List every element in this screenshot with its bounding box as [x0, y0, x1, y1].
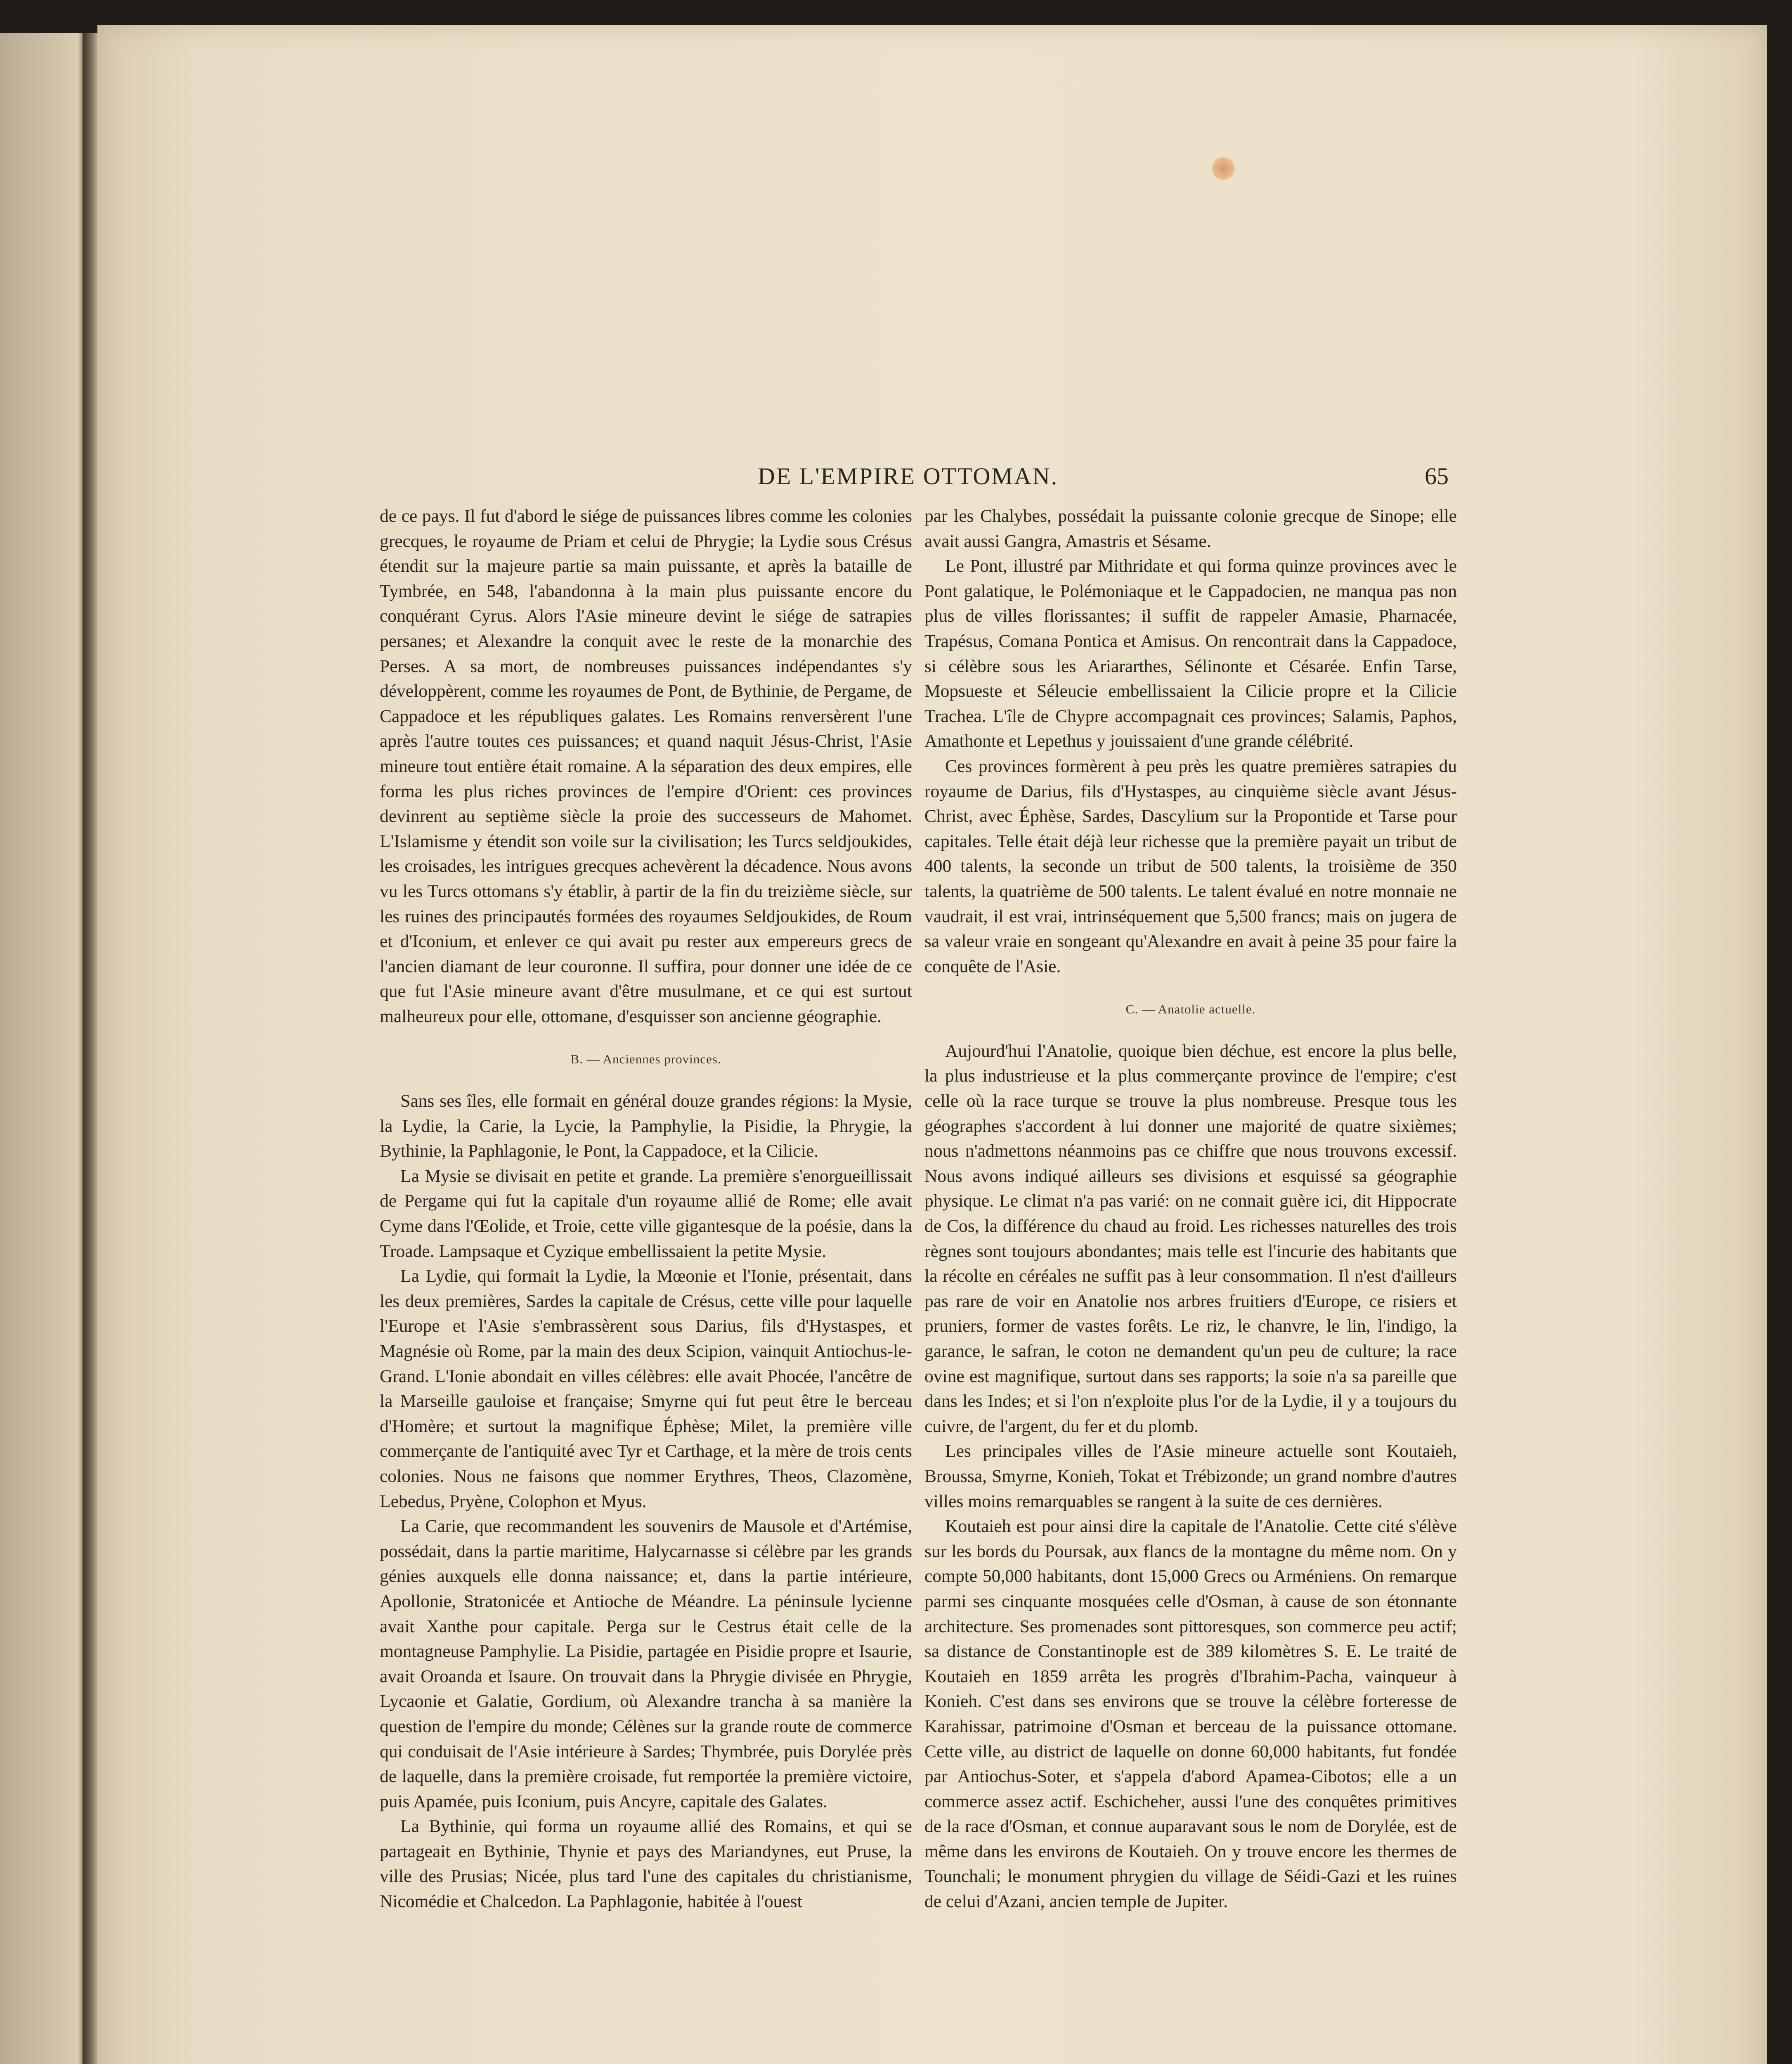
paragraph: par les Chalybes, possédait la puissante colonie grecque de Sinope; elle avait aussi Gangra, Amastris et Sésame. — [924, 506, 1457, 551]
section-heading-b: B. — Anciennes provinces. — [570, 1052, 721, 1067]
left-column — [380, 504, 912, 1914]
right-column — [924, 504, 1457, 1914]
paragraph: La Lydie, qui formait la Lydie, la Mœonie et l'Ionie, présentait, dans les deux premières, Sardes la capitale de Crésus, cette ville pour laquelle l'Europe et l'Asie s'embrassèrent sous Darius, fils d'Hystaspes, et Magnésie où Rome, par la main des deux Scipion, vainquit Antiochus-le-Grand. L'Ionie abondait en villes célèbres: elle avait Phocée, l'ancêtre de la Marseille gauloise et française; Smyrne qui fut peut être le berceau d'Homère; et surtout la magnifique Éphèse; Milet, la première ville commerçante de l'antiquité avec Tyr et Carthage, et la mère de trois cents colonies. Nous ne faisons que nommer Erythres, Theos, Clazomène, Lebedus, Pryène, Colophon et Myus. — [380, 1266, 912, 1511]
paragraph: Ces provinces formèrent à peu près les quatre premières satrapies du royaume de Darius, fils d'Hystaspes, au cinquième siècle avant Jésus-Christ, avec Éphèse, Sardes, Dascylium sur la Propontide et Tarse pour capitales. Telle était déjà leur richesse que la première payait un tribut de 400 talents, la seconde un tribut de 500 talents, la troisième de 350 talents, la quatrième de 500 talents. Le talent évalué en notre monnaie ne vaudrait, il est vrai, intrinséquement que 5,500 francs; mais on jugera de sa valeur vraie en songeant qu'Alexandre en avait à peine 35 pour faire la conquête de l'Asie. — [924, 756, 1457, 976]
paragraph: Les principales villes de l'Asie mineure actuelle sont Koutaieh, Broussa, Smyrne, Konieh, Tokat et Trébizonde; un grand nombre d'autres villes moins remarquables se rangent à la suite de ces dernières. — [924, 1441, 1457, 1511]
paragraph: Le Pont, illustré par Mithridate et qui forma quinze provinces avec le Pont galatique, le Polémoniaque et le Cappadocien, ne manqua pas non plus de villes florissantes; il suffit de rappeler Amasie, Pharnacée, Trapésus, Comana Pontica et Amisus. On rencontrait dans la Cappadoce, si célèbre sous les Ariararthes, Sélinonte et Césarée. Enfin Tarse, Mopsueste et Séleucie embellissaient la Cilicie propre et la Cilicie Trachea. L'île de Chypre accompagnait ces provinces; Salamis, Paphos, Amathonte et Lepethus y jouissaient d'une grande célébrité. — [924, 556, 1457, 751]
paragraph: La Mysie se divisait en petite et grande. La première s'enorgueillissait de Pergame qui fut la capitale d'un royaume allié de Rome; elle avait Cyme dans l'Œolide, et Troie, cette ville gigantesque de la poésie, dans la Troade. Lampsaque et Cyzique embellissaient la petite Mysie. — [380, 1166, 912, 1261]
paragraph: de ce pays. Il fut d'abord le siége de puissances libres comme les colonies grecques, le royaume de Priam et celui de Phrygie; la Lydie sous Crésus étendit sur la majeure partie sa main puissante, et après la bataille de Tymbrée, en 548, l'abandonna à la main plus puissante encore du conquérant Cyrus. Alors l'Asie mineure devint le siége de satrapies persanes; et Alexandre la conquit avec le reste de la monarchie des Perses. A sa mort, de nombreuses puissances indépendantes s'y développèrent, comme les royaumes de Pont, de Bythinie, de Pergame, de Cappadoce et les républiques galates. Les Romains renversèrent l'une après l'autre toutes ces puissances; et quand naquit Jésus-Christ, l'Asie mineure tout entière était romaine. A la séparation des deux empires, elle forma les plus riches provinces de l'empire d'Orient: ces provinces devinrent au septième siècle la proie des successeurs de Mahomet. L'Islamisme y étendit son voile sur la civilisation; les Turcs seldjoukides, les croisades, les intrigues grecques achevèrent la décadence. Nous avons vu les Turcs ottomans s'y établir, à partir de la fin du treizième siècle, sur les ruines des principautés formées des royaumes Seldjoukides, de Roum et d'Iconium, et enlever ce qui avait pu rester aux empereurs grecs de l'ancien diamant de leur couronne. Il suffira, pour donner une idée de ce que fut l'Asie mineure avant d'être musulmane, et ce qui est surtout malheureux pour elle, ottomane, d'esquisser son ancienne géographie. — [380, 506, 912, 1026]
left-page-edge — [0, 33, 87, 2064]
running-head: DE L'EMPIRE OTTOMAN. — [757, 463, 1059, 490]
paragraph: Aujourd'hui l'Anatolie, quoique bien déchue, est encore la plus belle, la plus industrieuse et la plus commerçante province de l'empire; c'est celle où la race turque se trouve la plus nombreuse. Presque tous les géographes s'accordent à lui donner une majorité de quatre sixièmes; nous n'admettons néanmoins pas ce chiffre que nous trouvons excessif. Nous avons indiqué ailleurs ses divisions et esquissé sa géographie physique. Le climat n'a pas varié: on ne connait guère ici, dit Hippocrate de Cos, la différence du chaud au froid. Les richesses naturelles des trois règnes sont toujours abondantes; mais telle est l'incurie des habitants que la récolte en céréales ne suffit pas à leur consommation. Il n'est d'ailleurs pas rare de voir en Anatolie nos arbres fruitiers d'Europe, ce risiers et pruniers, former de vastes forêts. Le riz, le chanvre, le lin, l'indigo, la garance, le safran, le coton ne demandent qu'un peu de culture; la race ovine est magnifique, surtout dans ses rapports; la soie n'a sa pareille que dans les Indes; et si l'on n'exploite plus l'or de la Lydie, il y a toujours du cuivre, de l'argent, du fer et du plomb. — [924, 1041, 1457, 1436]
book-spine — [83, 33, 99, 2064]
paper-stain — [1212, 157, 1235, 180]
paragraph: Koutaieh est pour ainsi dire la capitale de l'Anatolie. Cette cité s'élève sur les bords du Poursak, aux flancs de la montagne du même nom. On y compte 50,000 habitants, dont 15,000 Grecs ou Arméniens. On remarque parmi ses cinquante mosquées celle d'Osman, à cause de son étonnante architecture. Ses promenades sont pittoresques, son commerce peu actif; sa distance de Constantinople est de 389 kilomètres S. E. Le traité de Koutaieh en 1859 arrêta les progrès d'Ibrahim-Pacha, vainqueur à Konieh. C'est dans ses environs que se trouve la célèbre forteresse de Karahissar, patrimoine d'Osman et berceau de la puissance ottomane. Cette ville, au district de laquelle on donne 60,000 habitants, fut fondée par Antiochus-Soter, et s'appela d'abord Apamea-Cibotos; elle a un commerce assez actif. Eschicheher, aussi l'une des conquêtes primitives de la race d'Osman, et connue auparavant sous le nom de Dorylée, est de même dans les environs de Koutaieh. On y trouve encore les thermes de Tounchali; le monument phrygien du village de Séidi-Gazi et les ruines de celui d'Azani, ancien temple de Jupiter. — [924, 1516, 1457, 1912]
page-number: 65 — [1425, 463, 1449, 490]
section-heading-c: C. — Anatolie actuelle. — [1125, 1002, 1256, 1017]
paragraph: La Bythinie, qui forma un royaume allié des Romains, et qui se partageait en Bythinie, Thynie et pays des Mariandynes, eut Pruse, la ville des Prusias; Nicée, plus tard l'une des capitales du christianisme, Nicomédie et Chalcedon. La Paphlagonie, habitée à l'ouest — [380, 1816, 912, 1912]
paragraph: Sans ses îles, elle formait en général douze grandes régions: la Mysie, la Lydie, la Carie, la Lycie, la Pamphylie, la Pisidie, la Phrygie, la Bythinie, la Paphlagonie, le Pont, la Cappadoce, et la Cilicie. — [380, 1091, 912, 1161]
paragraph: La Carie, que recommandent les souvenirs de Mausole et d'Artémise, possédait, dans la partie maritime, Halycarnasse si célèbre par les grands génies auxquels elle donna naissance; et, dans la partie intérieure, Apollonie, Stratonicée et Antioche de Méandre. La péninsule lycienne avait Xanthe pour capitale. Perga sur le Cestrus était celle de la montagneuse Pamphylie. La Pisidie, partagée en Pisidie propre et Isaurie, avait Oroanda et Isaure. On trouvait dans la Phrygie divisée en Phrygie, Lycaonie et Galatie, Gordium, où Alexandre trancha à sa manière la question de l'empire du monde; Célènes sur la grande route de commerce qui conduisait de l'Asie intérieure à Sardes; Thymbrée, puis Dorylée près de laquelle, dans la première croisade, fut remportée la première victoire, puis Apamée, puis Iconium, puis Ancyre, capitale des Galates. — [380, 1516, 912, 1811]
